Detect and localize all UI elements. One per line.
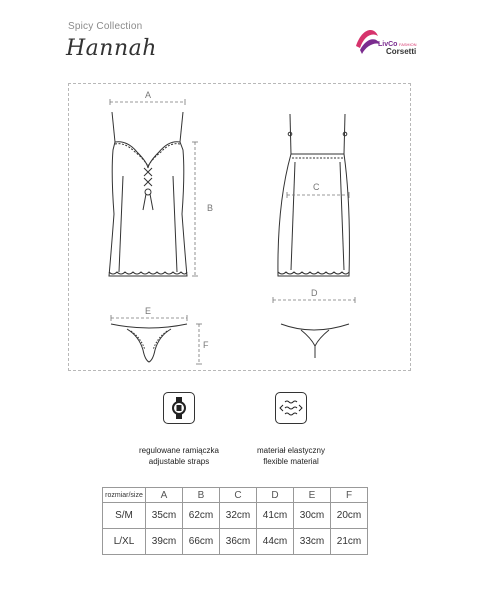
brand-logo-mark: [352, 22, 432, 62]
feature-label-straps-pl: regulowane ramiączka: [138, 446, 220, 455]
logo-text-corsetti: Corsetti: [386, 47, 417, 56]
table-row: [103, 529, 368, 555]
column-header-f: F: [331, 488, 368, 503]
table-cell: 32cm: [220, 503, 257, 529]
row-size-label: S/M: [103, 503, 146, 529]
size-table: [102, 487, 368, 555]
dim-label-f: F: [203, 340, 209, 350]
size-table-corner: rozmiar/size: [103, 488, 146, 503]
diagram-svg: [69, 84, 412, 372]
table-cell: 62cm: [183, 503, 220, 529]
table-cell: 39cm: [146, 529, 183, 555]
elastic-material-icon: [275, 392, 307, 424]
dim-label-d: D: [311, 288, 318, 298]
thong-front-drawing: [111, 324, 187, 362]
brand-logo: [352, 22, 432, 62]
logo-text-fashion: FASHION: [399, 42, 417, 47]
table-cell: 36cm: [220, 529, 257, 555]
table-cell: 20cm: [331, 503, 368, 529]
feature-label-material-pl: materiał elastyczny: [256, 446, 326, 455]
table-cell: 66cm: [183, 529, 220, 555]
chemise-front-drawing: [109, 112, 187, 276]
column-header-e: E: [294, 488, 331, 503]
table-cell: 30cm: [294, 503, 331, 529]
feature-label-material: [231, 445, 351, 467]
table-cell: 21cm: [331, 529, 368, 555]
feature-label-straps-en: adjustable straps: [148, 457, 210, 466]
dim-label-b: B: [207, 203, 214, 213]
dim-label-a: A: [145, 90, 152, 100]
table-cell: 33cm: [294, 529, 331, 555]
product-name: Hannah: [66, 36, 157, 61]
thong-back-drawing: [281, 324, 349, 358]
table-row: [103, 503, 368, 529]
size-table-header-row: [103, 488, 368, 503]
column-header-c: C: [220, 488, 257, 503]
table-cell: 35cm: [146, 503, 183, 529]
dim-label-c: C: [313, 182, 320, 192]
column-header-b: B: [183, 488, 220, 503]
table-cell: 41cm: [257, 503, 294, 529]
adjustable-strap-icon: [163, 392, 195, 424]
measurement-diagram: [68, 83, 411, 371]
feature-label-material-en: flexible material: [263, 457, 319, 466]
table-cell: 44cm: [257, 529, 294, 555]
logo-text-livco: LivCo: [378, 41, 398, 48]
column-header-d: D: [257, 488, 294, 503]
feature-label-straps: [119, 445, 239, 467]
row-size-label: L/XL: [103, 529, 146, 555]
column-header-a: A: [146, 488, 183, 503]
collection-title: Spicy Collection: [68, 21, 143, 32]
dim-label-e: E: [145, 306, 152, 316]
